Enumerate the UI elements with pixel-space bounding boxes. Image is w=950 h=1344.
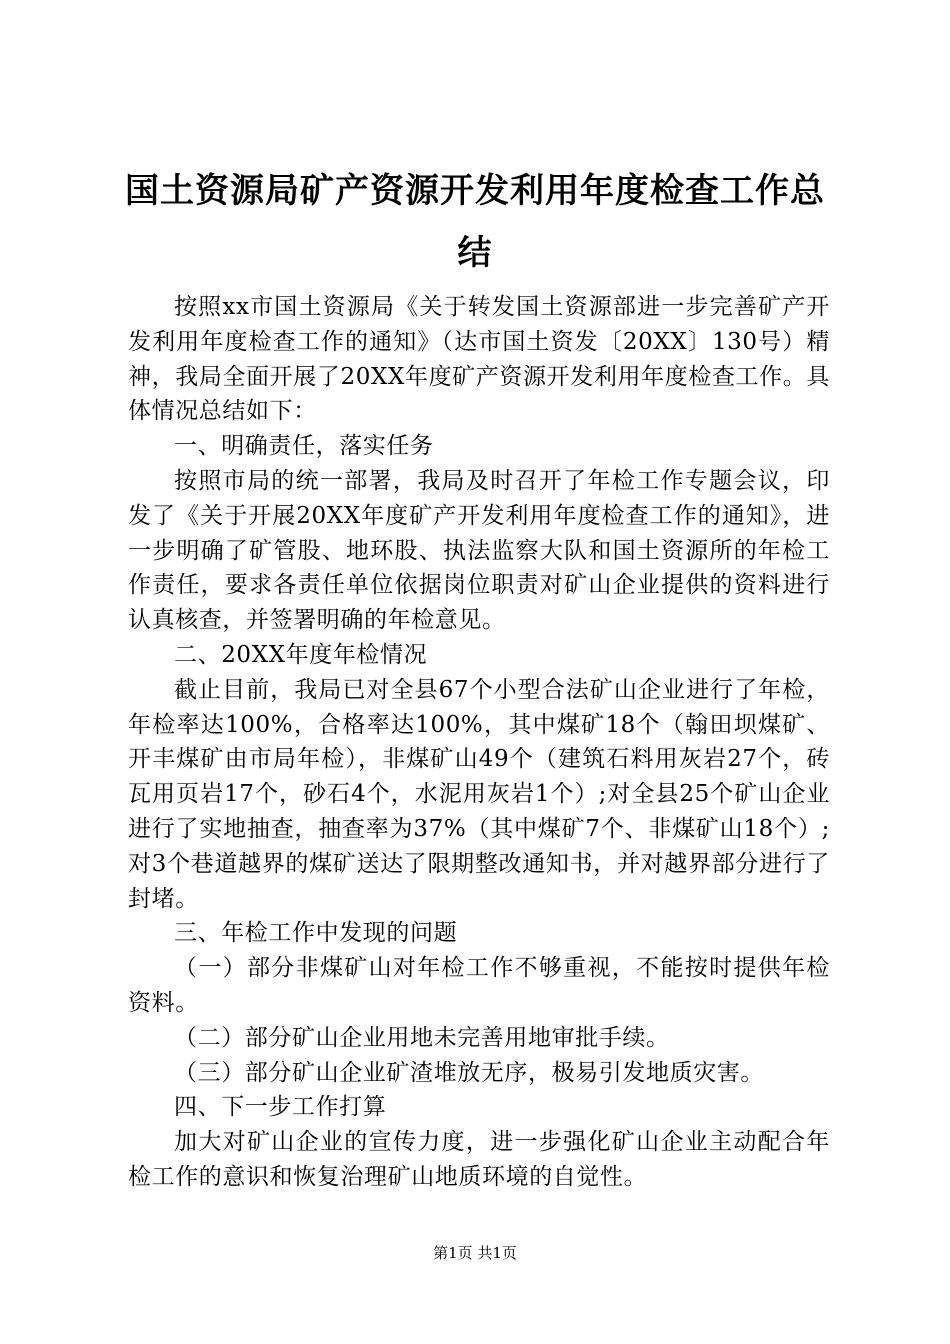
document-title: 国土资源局矿产资源开发利用年度检查工作总结	[125, 171, 825, 273]
section-heading-4: 四、下一步工作打算	[174, 1094, 387, 1121]
intro-paragraph: 按照xx市国土资源局《关于转发国土资源部进一步完善矿产开发利用年度检查工作的通知》（达市国土资发〔20XX〕130号）精神，我局全面开展了20XX年度矿产资源开发利用年度检查工作。具体情况总结如下：	[128, 294, 830, 425]
problem-item-3: （三）部分矿山企业矿渣堆放无序，极易引发地质灾害。	[174, 1059, 764, 1086]
section-heading-2: 二、20XX年度年检情况	[174, 641, 428, 668]
page-footer: 第1页 共1页	[433, 1244, 517, 1262]
problem-item-1: （一）部分非煤矿山对年检工作不够重视，不能按时提供年检资料。	[128, 955, 830, 1016]
document-body	[128, 290, 830, 1195]
section-2-paragraph: 截止目前，我局已对全县67个小型合法矿山企业进行了年检，年检率达100%，合格率达100%，其中煤矿18个（翰田坝煤矿、开丰煤矿由市局年检），非煤矿山49个（建筑石料用灰岩27个，砖瓦用页岩17个，砂石4个，水泥用灰岩1个）;对全县25个矿山企业进行了实地抽查，抽查率为37%（其中煤矿7个、非煤矿山18个）;对3个巷道越界的煤矿送达了限期整改通知书，并对越界部分进行了封堵。	[128, 676, 830, 912]
section-heading-1: 一、明确责任，落实任务	[174, 433, 434, 460]
section-1-paragraph: 按照市局的统一部署，我局及时召开了年检工作专题会议，印发了《关于开展20XX年度矿产开发利用年度检查工作的通知》，进一步明确了矿管股、地环股、执法监察大队和国土资源所的年检工作责任，要求各责任单位依据岗位职责对矿山企业提供的资料进行认真核查，并签署明确的年检意见。	[128, 467, 830, 634]
section-heading-3: 三、年检工作中发现的问题	[174, 920, 458, 947]
problem-item-2: （二）部分矿山企业用地未完善用地审批手续。	[174, 1024, 670, 1051]
section-4-paragraph: 加大对矿山企业的宣传力度，进一步强化矿山企业主动配合年检工作的意识和恢复治理矿山地质环境的自觉性。	[128, 1129, 830, 1190]
